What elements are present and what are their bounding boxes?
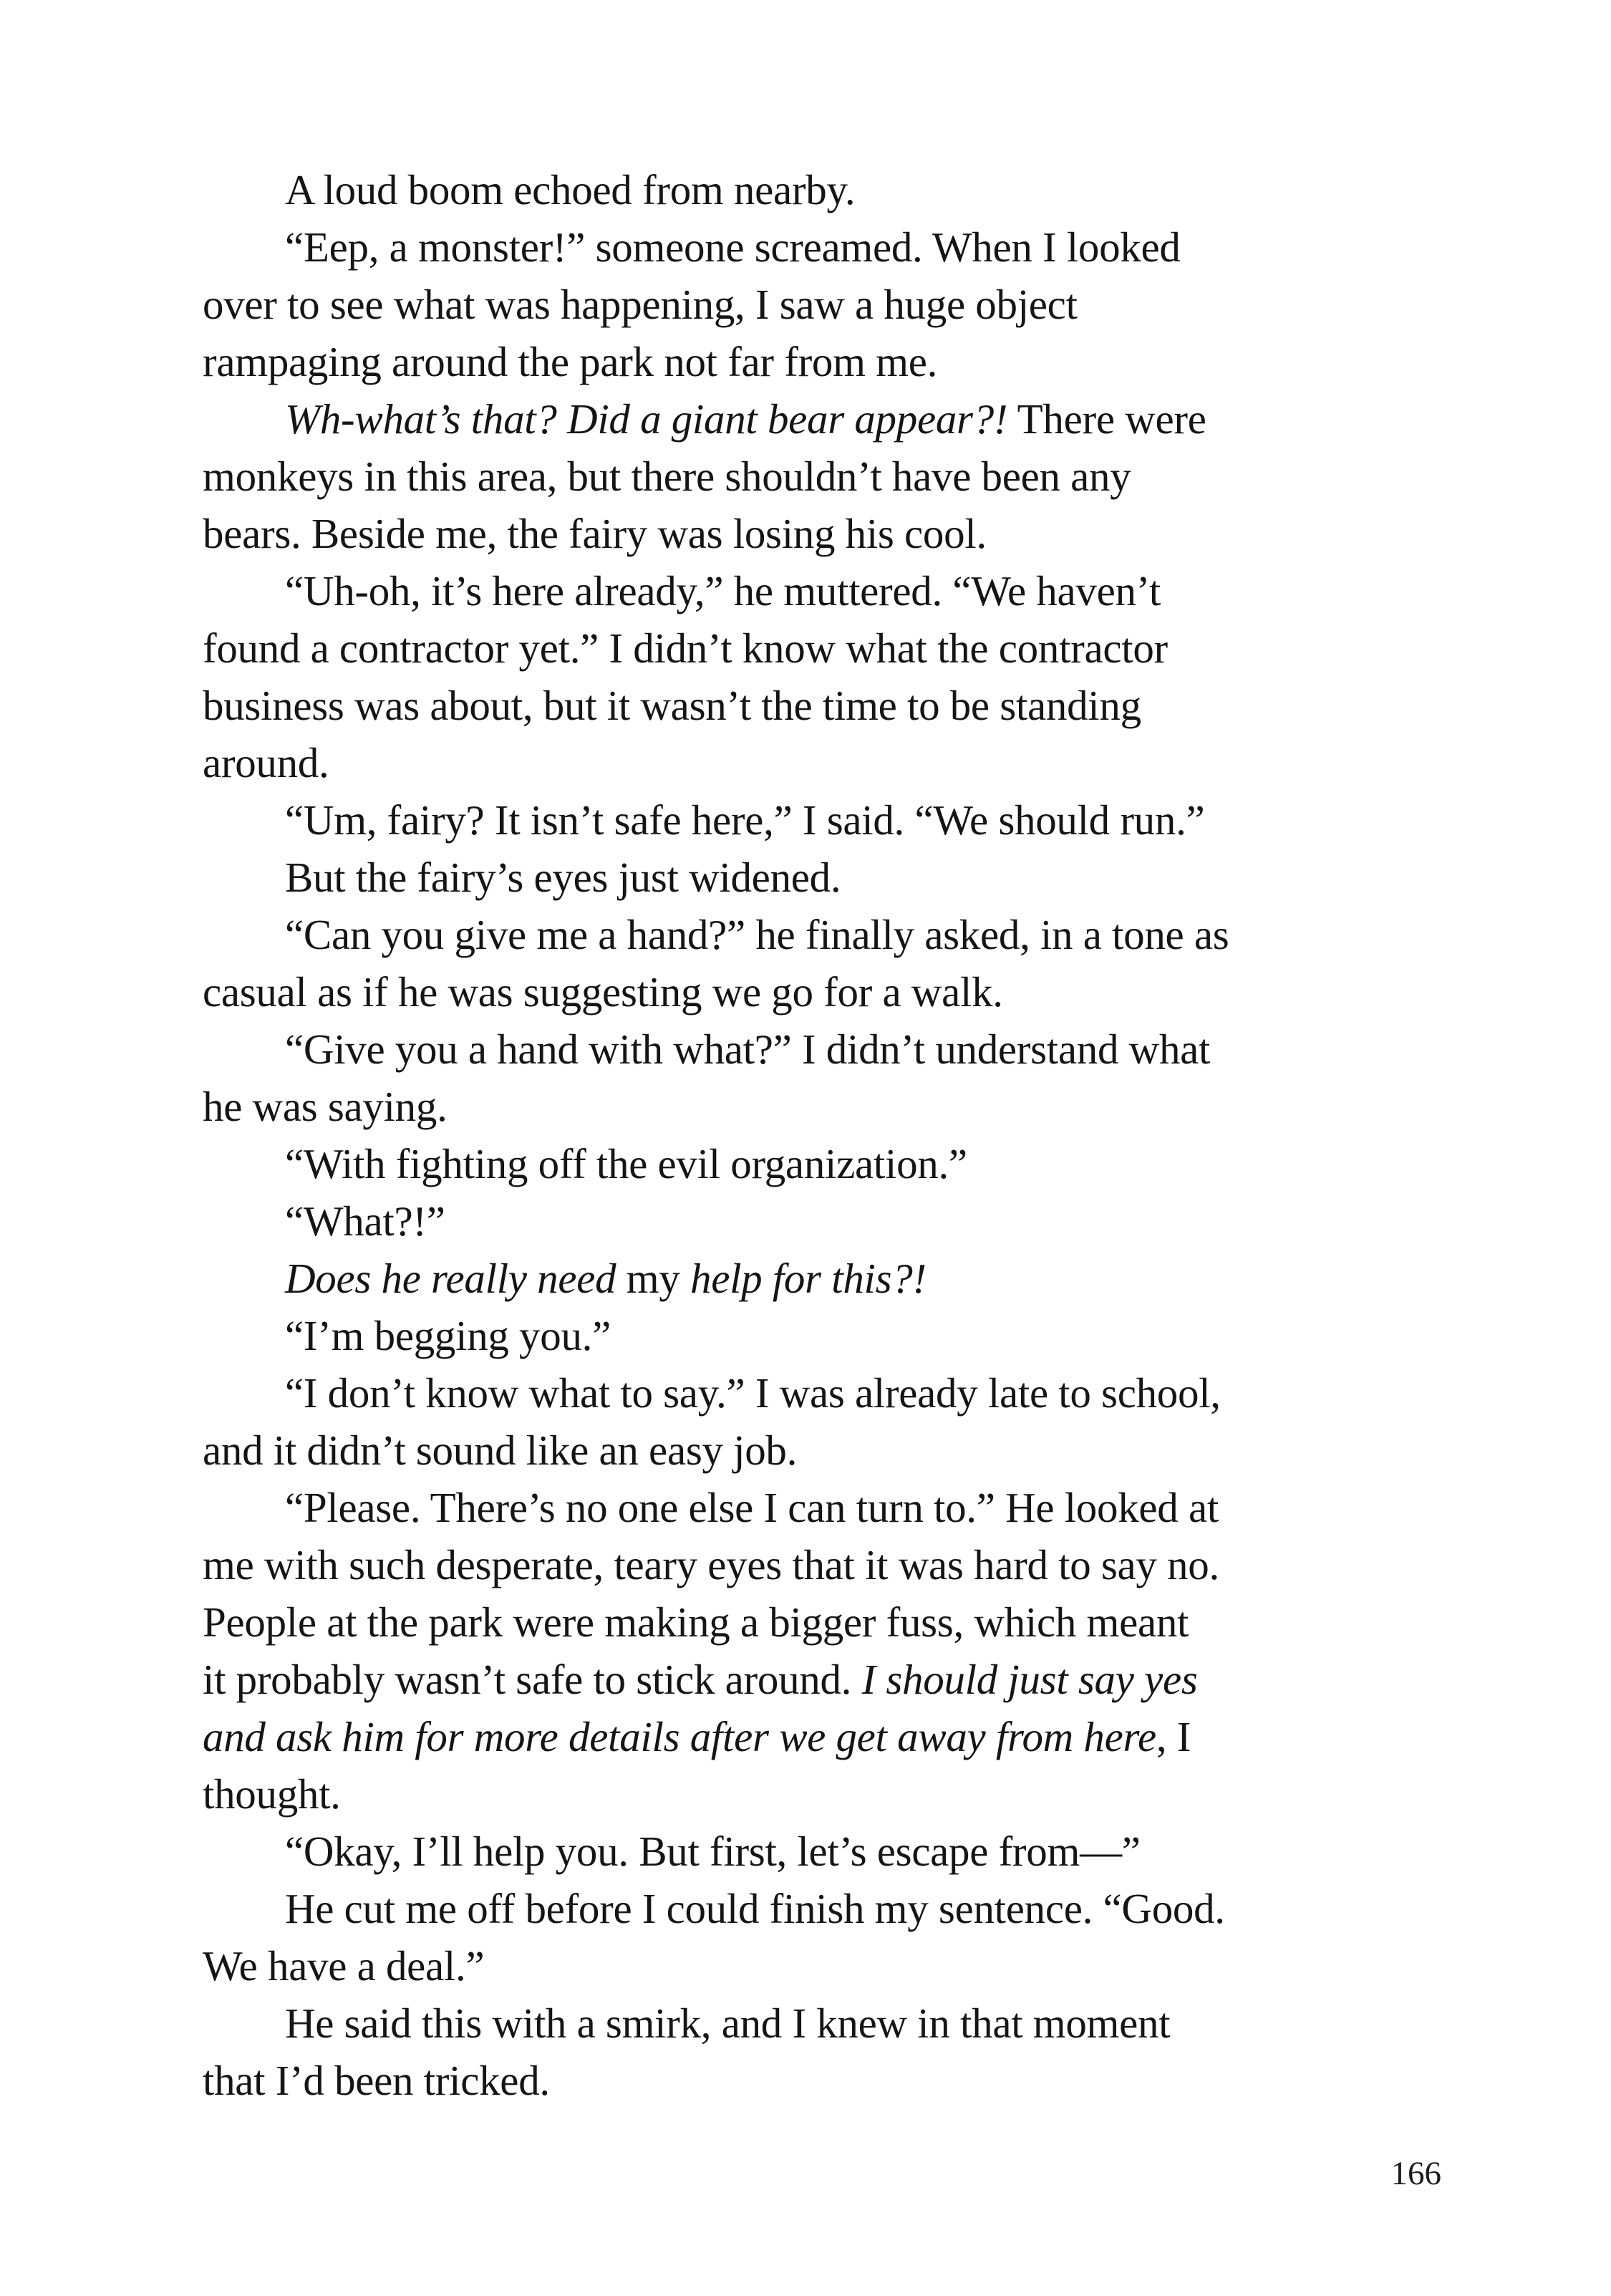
text-run: “Okay, I’ll help you. But first, let’s escape from—” [285, 1828, 1141, 1875]
text-run: thought. [203, 1770, 341, 1818]
text-line [203, 849, 1420, 906]
text-line [203, 1823, 1420, 1880]
text-line [203, 791, 1420, 849]
text-run: bears. Beside me, the fairy was losing his cool. [203, 510, 987, 557]
text-run: that I’d been tricked. [203, 2057, 550, 2104]
text-line [203, 1765, 1420, 1823]
text-run: it probably wasn’t safe to stick around. [203, 1656, 862, 1703]
text-line [203, 619, 1420, 677]
text-line [203, 218, 1420, 276]
text-run: found a contractor yet.” I didn’t know what the contractor [203, 624, 1168, 672]
text-line [203, 1078, 1420, 1135]
text-run: he was saying. [203, 1083, 448, 1130]
text-line [203, 1021, 1420, 1078]
text-run: business was about, but it wasn’t the time to be standing [203, 682, 1141, 729]
text-run: over to see what was happening, I saw a huge object [203, 281, 1078, 328]
italic-text-run: Wh-what’s that? Did a giant bear appear?! [285, 395, 1008, 443]
text-line [203, 1422, 1420, 1479]
text-run: rampaging around the park not far from me. [203, 338, 938, 385]
text-run: “Can you give me a hand?” he finally asked, in a tone as [285, 911, 1229, 958]
text-run: “I’m begging you.” [285, 1312, 611, 1359]
text-run: casual as if he was suggesting we go for a walk. [203, 968, 1003, 1016]
text-line [203, 734, 1420, 791]
text-run: He said this with a smirk, and I knew in that moment [285, 2000, 1171, 2047]
text-line [203, 1708, 1420, 1765]
body-text [203, 161, 1420, 2109]
text-line [203, 963, 1420, 1021]
text-run: , I [1156, 1713, 1191, 1760]
text-run: People at the park were making a bigger fuss, which meant [203, 1598, 1189, 1646]
text-line [203, 1536, 1420, 1593]
text-run: There were [1007, 395, 1206, 443]
text-line [203, 906, 1420, 963]
text-run: and it didn’t sound like an easy job. [203, 1427, 798, 1474]
text-run: “Eep, a monster!” someone screamed. When I looked [285, 223, 1181, 271]
text-run: around. [203, 739, 329, 786]
text-line [203, 505, 1420, 562]
text-line [203, 1135, 1420, 1192]
italic-text-run: Does he really need [285, 1255, 616, 1302]
text-run: A loud boom echoed from nearby. [285, 166, 856, 213]
text-run: my [616, 1255, 690, 1302]
text-run: We have a deal.” [203, 1942, 485, 1989]
text-line [203, 1479, 1420, 1536]
italic-text-run: and ask him for more details after we get away from here [203, 1713, 1156, 1760]
text-line [203, 1192, 1420, 1250]
text-run: He cut me off before I could finish my sentence. “Good. [285, 1885, 1225, 1932]
text-line [203, 677, 1420, 734]
text-line [203, 1307, 1420, 1364]
text-line [203, 1880, 1420, 1937]
text-line [203, 2052, 1420, 2109]
italic-text-run: I should just say yes [861, 1656, 1198, 1703]
text-run: “Give you a hand with what?” I didn’t understand what [285, 1026, 1211, 1073]
text-run: “Uh-oh, it’s here already,” he muttered. “We haven’t [285, 567, 1161, 614]
text-line [203, 1651, 1420, 1708]
text-run: me with such desperate, teary eyes that it was hard to say no. [203, 1541, 1219, 1588]
text-line [203, 390, 1420, 448]
text-line [203, 448, 1420, 505]
text-line [203, 333, 1420, 390]
text-run: “I don’t know what to say.” I was already late to school, [285, 1369, 1221, 1417]
text-run: “What?!” [285, 1197, 445, 1245]
text-line [203, 1994, 1420, 2052]
text-line [203, 1937, 1420, 1994]
page-number: 166 [1390, 2155, 1441, 2192]
text-run: “Please. There’s no one else I can turn to.” He looked at [285, 1484, 1219, 1531]
italic-text-run: help for this?! [690, 1255, 927, 1302]
text-run: “Um, fairy? It isn’t safe here,” I said. “We should run.” [285, 796, 1205, 844]
text-run: But the fairy’s eyes just widened. [285, 854, 841, 901]
text-line [203, 1593, 1420, 1651]
text-line [203, 1364, 1420, 1422]
text-run: “With fighting off the evil organization.” [285, 1140, 967, 1187]
text-line [203, 562, 1420, 619]
text-line [203, 1250, 1420, 1307]
text-line [203, 276, 1420, 333]
text-run: monkeys in this area, but there shouldn’t have been any [203, 453, 1131, 500]
text-line [203, 161, 1420, 218]
